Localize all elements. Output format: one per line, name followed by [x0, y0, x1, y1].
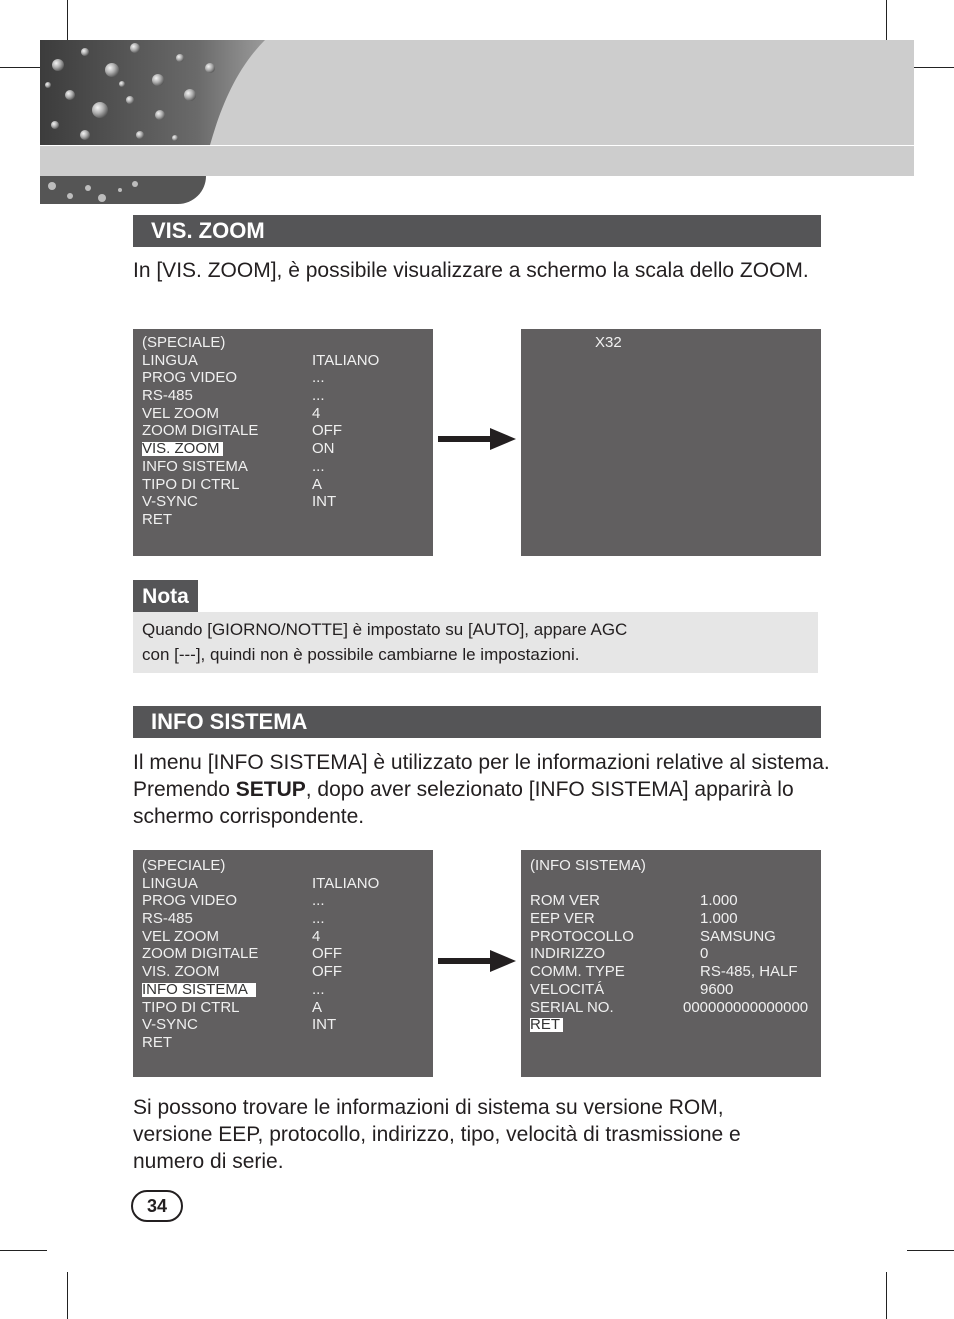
- osd-value: ITALIANO: [312, 874, 380, 892]
- osd-value: 0: [700, 945, 709, 963]
- osd-label: ZOOM DIGITALE: [142, 945, 259, 963]
- osd-label: V-SYNC: [142, 1016, 198, 1034]
- osd-value: ...: [312, 910, 325, 928]
- osd-label: PROTOCOLLO: [530, 927, 634, 945]
- arrow-right-icon: [438, 428, 516, 450]
- osd-value: ...: [312, 980, 325, 998]
- osd-label: ZOOM DIGITALE: [142, 422, 259, 440]
- osd-selected-item: VIS. ZOOM: [142, 442, 223, 456]
- osd-value: SAMSUNG: [700, 927, 776, 945]
- osd-value: OFF: [312, 945, 342, 963]
- osd-selected-item: RET: [530, 1018, 563, 1032]
- setup-key-label: SETUP: [235, 778, 306, 801]
- crop-mark: [0, 1250, 47, 1251]
- osd-label: RS-485: [142, 910, 193, 928]
- osd-menu-speciale-2: [133, 850, 433, 1077]
- nota-label: Nota: [133, 580, 198, 612]
- description-text: , dopo aver selezionato [INFO SISTEMA] apparirà lo schermo corrispondente.: [133, 778, 794, 828]
- osd-value: 4: [312, 404, 321, 422]
- osd-value: ITALIANO: [312, 351, 380, 369]
- osd-title: (INFO SISTEMA): [530, 857, 646, 874]
- osd-label: V-SYNC: [142, 493, 198, 511]
- osd-value: 1.000: [700, 910, 738, 928]
- osd-value: 4: [312, 927, 321, 945]
- section-header-vis-zoom: VIS. ZOOM: [133, 215, 821, 247]
- description-text: Il menu [INFO SISTEMA] è utilizzato per le informazioni relative al sistema. Premendo: [133, 751, 830, 801]
- nota-text-line: con [---], quindi non è possibile cambiarne le impostazioni.: [142, 645, 580, 664]
- osd-value: OFF: [312, 422, 342, 440]
- crop-mark: [907, 67, 954, 68]
- closing-paragraph: Si possono trovare le informazioni di sistema su versione ROM, versione EEP, protocollo, indirizzo, tipo, velocità di trasmissione e numero di serie.: [133, 1096, 741, 1173]
- osd-label: PROG VIDEO: [142, 892, 238, 910]
- osd-label: TIPO DI CTRL: [142, 998, 240, 1016]
- osd-label: RET: [142, 510, 172, 528]
- section-header-info-sistema: INFO SISTEMA: [133, 706, 821, 738]
- osd-label: COMM. TYPE: [530, 963, 625, 981]
- osd-label: VIS. ZOOM: [142, 963, 220, 981]
- crop-mark: [907, 1250, 954, 1251]
- osd-label: VEL ZOOM: [142, 404, 219, 422]
- osd-title: (SPECIALE): [142, 334, 226, 351]
- nota-text-line: Quando [GIORNO/NOTTE] è impostato su [AUTO], appare AGC: [142, 620, 628, 639]
- arrow-right-icon: [438, 950, 516, 972]
- osd-info-sistema: [521, 850, 821, 1077]
- vis-zoom-description: In [VIS. ZOOM], è possibile visualizzare a schermo la scala dello ZOOM.: [133, 259, 809, 282]
- osd-value: ...: [312, 369, 325, 387]
- osd-label: TIPO DI CTRL: [142, 475, 240, 493]
- osd-selected-item: INFO SISTEMA: [142, 983, 256, 997]
- nota-box: [133, 612, 818, 673]
- osd-value: A: [312, 998, 323, 1016]
- osd-label: RET: [142, 1033, 172, 1051]
- osd-label: LINGUA: [142, 874, 198, 892]
- osd-label: VELOCITÁ: [530, 980, 605, 998]
- osd-value: 1.000: [700, 892, 738, 910]
- osd-value: INT: [312, 493, 337, 511]
- crop-mark: [67, 1272, 68, 1319]
- osd-label: INDIRIZZO: [530, 945, 605, 963]
- osd-value: OFF: [312, 963, 342, 981]
- header-sub-band: [40, 146, 914, 176]
- osd-value: INT: [312, 1016, 337, 1034]
- osd-label: RS-485: [142, 387, 193, 405]
- osd-value: ON: [312, 440, 335, 458]
- osd-value: RS-485, HALF: [700, 963, 798, 981]
- osd-label: EEP VER: [530, 910, 595, 928]
- osd-value: 000000000000000: [683, 998, 809, 1016]
- osd-value: ...: [312, 892, 325, 910]
- page-number: 34: [131, 1190, 183, 1222]
- osd-zoom-screen: [521, 329, 821, 556]
- osd-value: ...: [312, 457, 325, 475]
- osd-menu-speciale: [133, 329, 433, 556]
- osd-label: INFO SISTEMA: [142, 457, 248, 475]
- osd-label: LINGUA: [142, 351, 198, 369]
- info-sistema-description: [133, 749, 833, 830]
- crop-mark: [886, 1272, 887, 1319]
- osd-value: 9600: [700, 980, 734, 998]
- osd-value: ...: [312, 387, 325, 405]
- osd-title: (SPECIALE): [142, 857, 226, 874]
- header-tab-decoration: [40, 176, 206, 204]
- osd-label: PROG VIDEO: [142, 369, 238, 387]
- osd-label: ROM VER: [530, 892, 601, 910]
- zoom-scale-indicator: X32: [595, 334, 622, 351]
- osd-value: A: [312, 475, 323, 493]
- osd-label: SERIAL NO.: [530, 998, 614, 1016]
- water-drops-decoration: [40, 176, 206, 204]
- osd-label: VEL ZOOM: [142, 927, 219, 945]
